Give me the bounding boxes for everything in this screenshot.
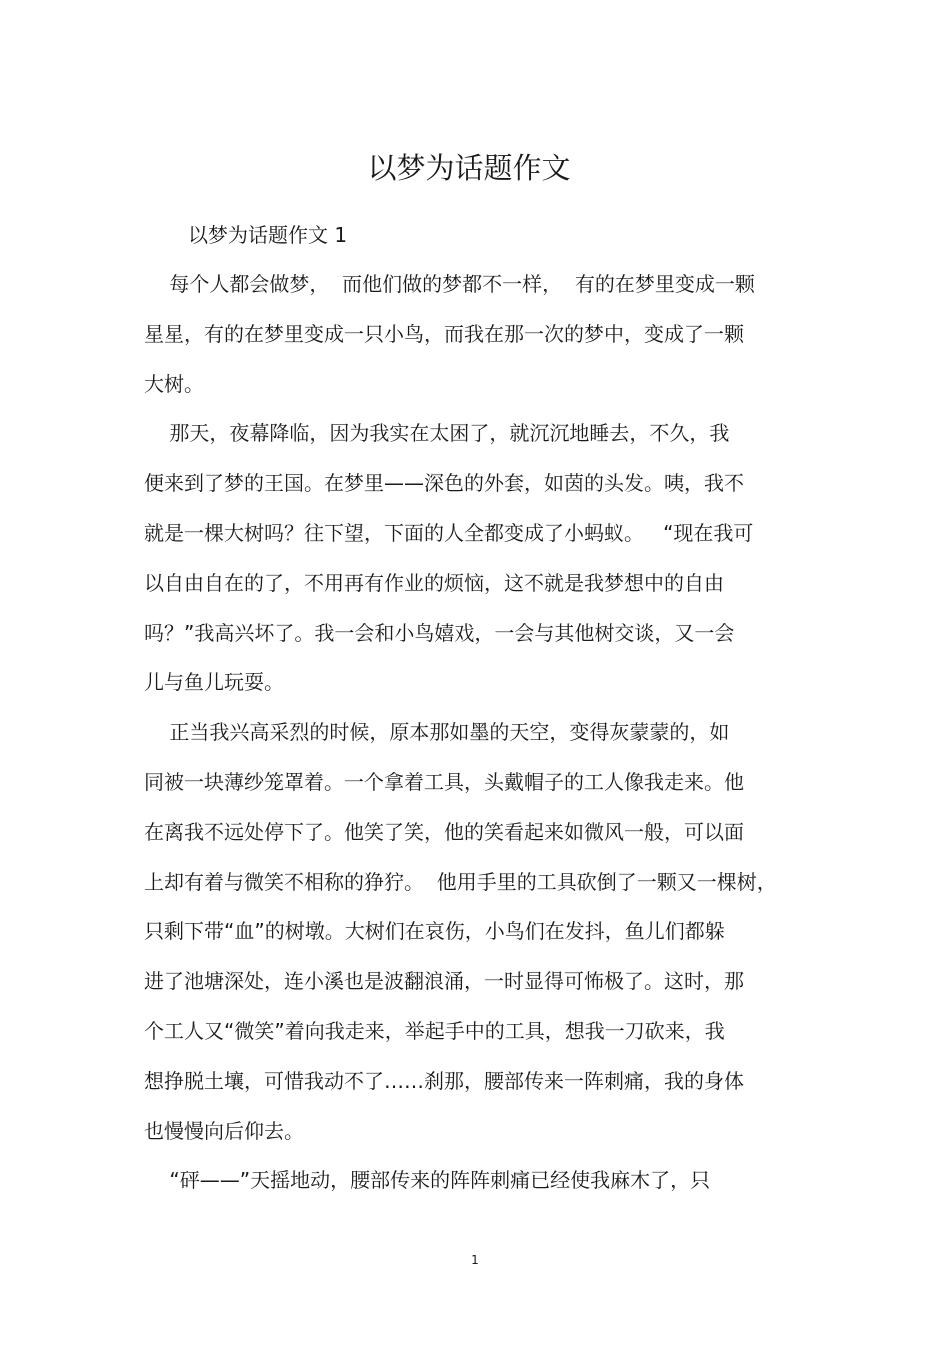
text-line: 同被一块薄纱笼罩着。一个拿着工具，头戴帽子的工人像我走来。他 bbox=[144, 769, 744, 794]
paragraph-4 bbox=[144, 1166, 804, 1216]
text-line: 上却有着与微笑不相称的狰狞。 他用手里的工具砍倒了一颗又一棵树， bbox=[144, 869, 777, 894]
text-line: 想挣脱土壤，可惜我动不了……刹那，腰部传来一阵刺痛，我的身体 bbox=[144, 1068, 744, 1093]
essay-subheading: 以梦为话题作文 1 bbox=[188, 223, 348, 247]
text-line: 吗？”我高兴坏了。我一会和小鸟嬉戏，一会与其他树交谈，又一会 bbox=[144, 620, 735, 645]
text-line: 进了池塘深处，连小溪也是波翻浪涌，一时显得可怖极了。这时，那 bbox=[144, 969, 744, 994]
paragraph-1 bbox=[144, 270, 804, 419]
page-number: 1 bbox=[471, 1253, 479, 1267]
text-line: 也慢慢向后仰去。 bbox=[144, 1118, 304, 1143]
text-line: 便来到了梦的王国。在梦里——深色的外套，如茵的头发。咦，我不 bbox=[144, 471, 744, 496]
text-line: “砰——”天摇地动，腰部传来的阵阵刺痛已经使我麻木了，只 bbox=[144, 1168, 711, 1193]
text-line: 那天，夜幕降临，因为我实在太困了，就沉沉地睡去，不久，我 bbox=[144, 421, 730, 446]
text-line: 以自由自在的了，不用再有作业的烦恼，这不就是我梦想中的自由 bbox=[144, 570, 724, 595]
text-line: 星星，有的在梦里变成一只小鸟，而我在那一次的梦中，变成了一颗 bbox=[144, 321, 744, 346]
text-line: 每个人都会做梦， 而他们做的梦都不一样， 有的在梦里变成一颗 bbox=[144, 272, 755, 296]
essay-body bbox=[144, 270, 804, 1216]
paragraph-3 bbox=[144, 718, 804, 1166]
paragraph-2 bbox=[144, 419, 804, 718]
text-line: 在离我不远处停下了。他笑了笑，他的笑看起来如微风一般，可以面 bbox=[144, 819, 744, 844]
text-line: 就是一棵大树吗？往下望，下面的人全都变成了小蚂蚁。 “现在我可 bbox=[144, 520, 754, 545]
text-line: 大树。 bbox=[144, 371, 204, 396]
text-line: 正当我兴高采烈的时候，原本那如墨的天空，变得灰蒙蒙的，如 bbox=[144, 720, 730, 745]
text-line: 儿与鱼儿玩耍。 bbox=[144, 670, 284, 695]
document-title: 以梦为话题作文 bbox=[367, 151, 571, 185]
text-line: 个工人又“微笑”着向我走来，举起手中的工具，想我一刀砍来，我 bbox=[144, 1018, 725, 1043]
text-line: 只剩下带“血”的树墩。大树们在哀伤，小鸟们在发抖，鱼儿们都躲 bbox=[144, 919, 725, 944]
